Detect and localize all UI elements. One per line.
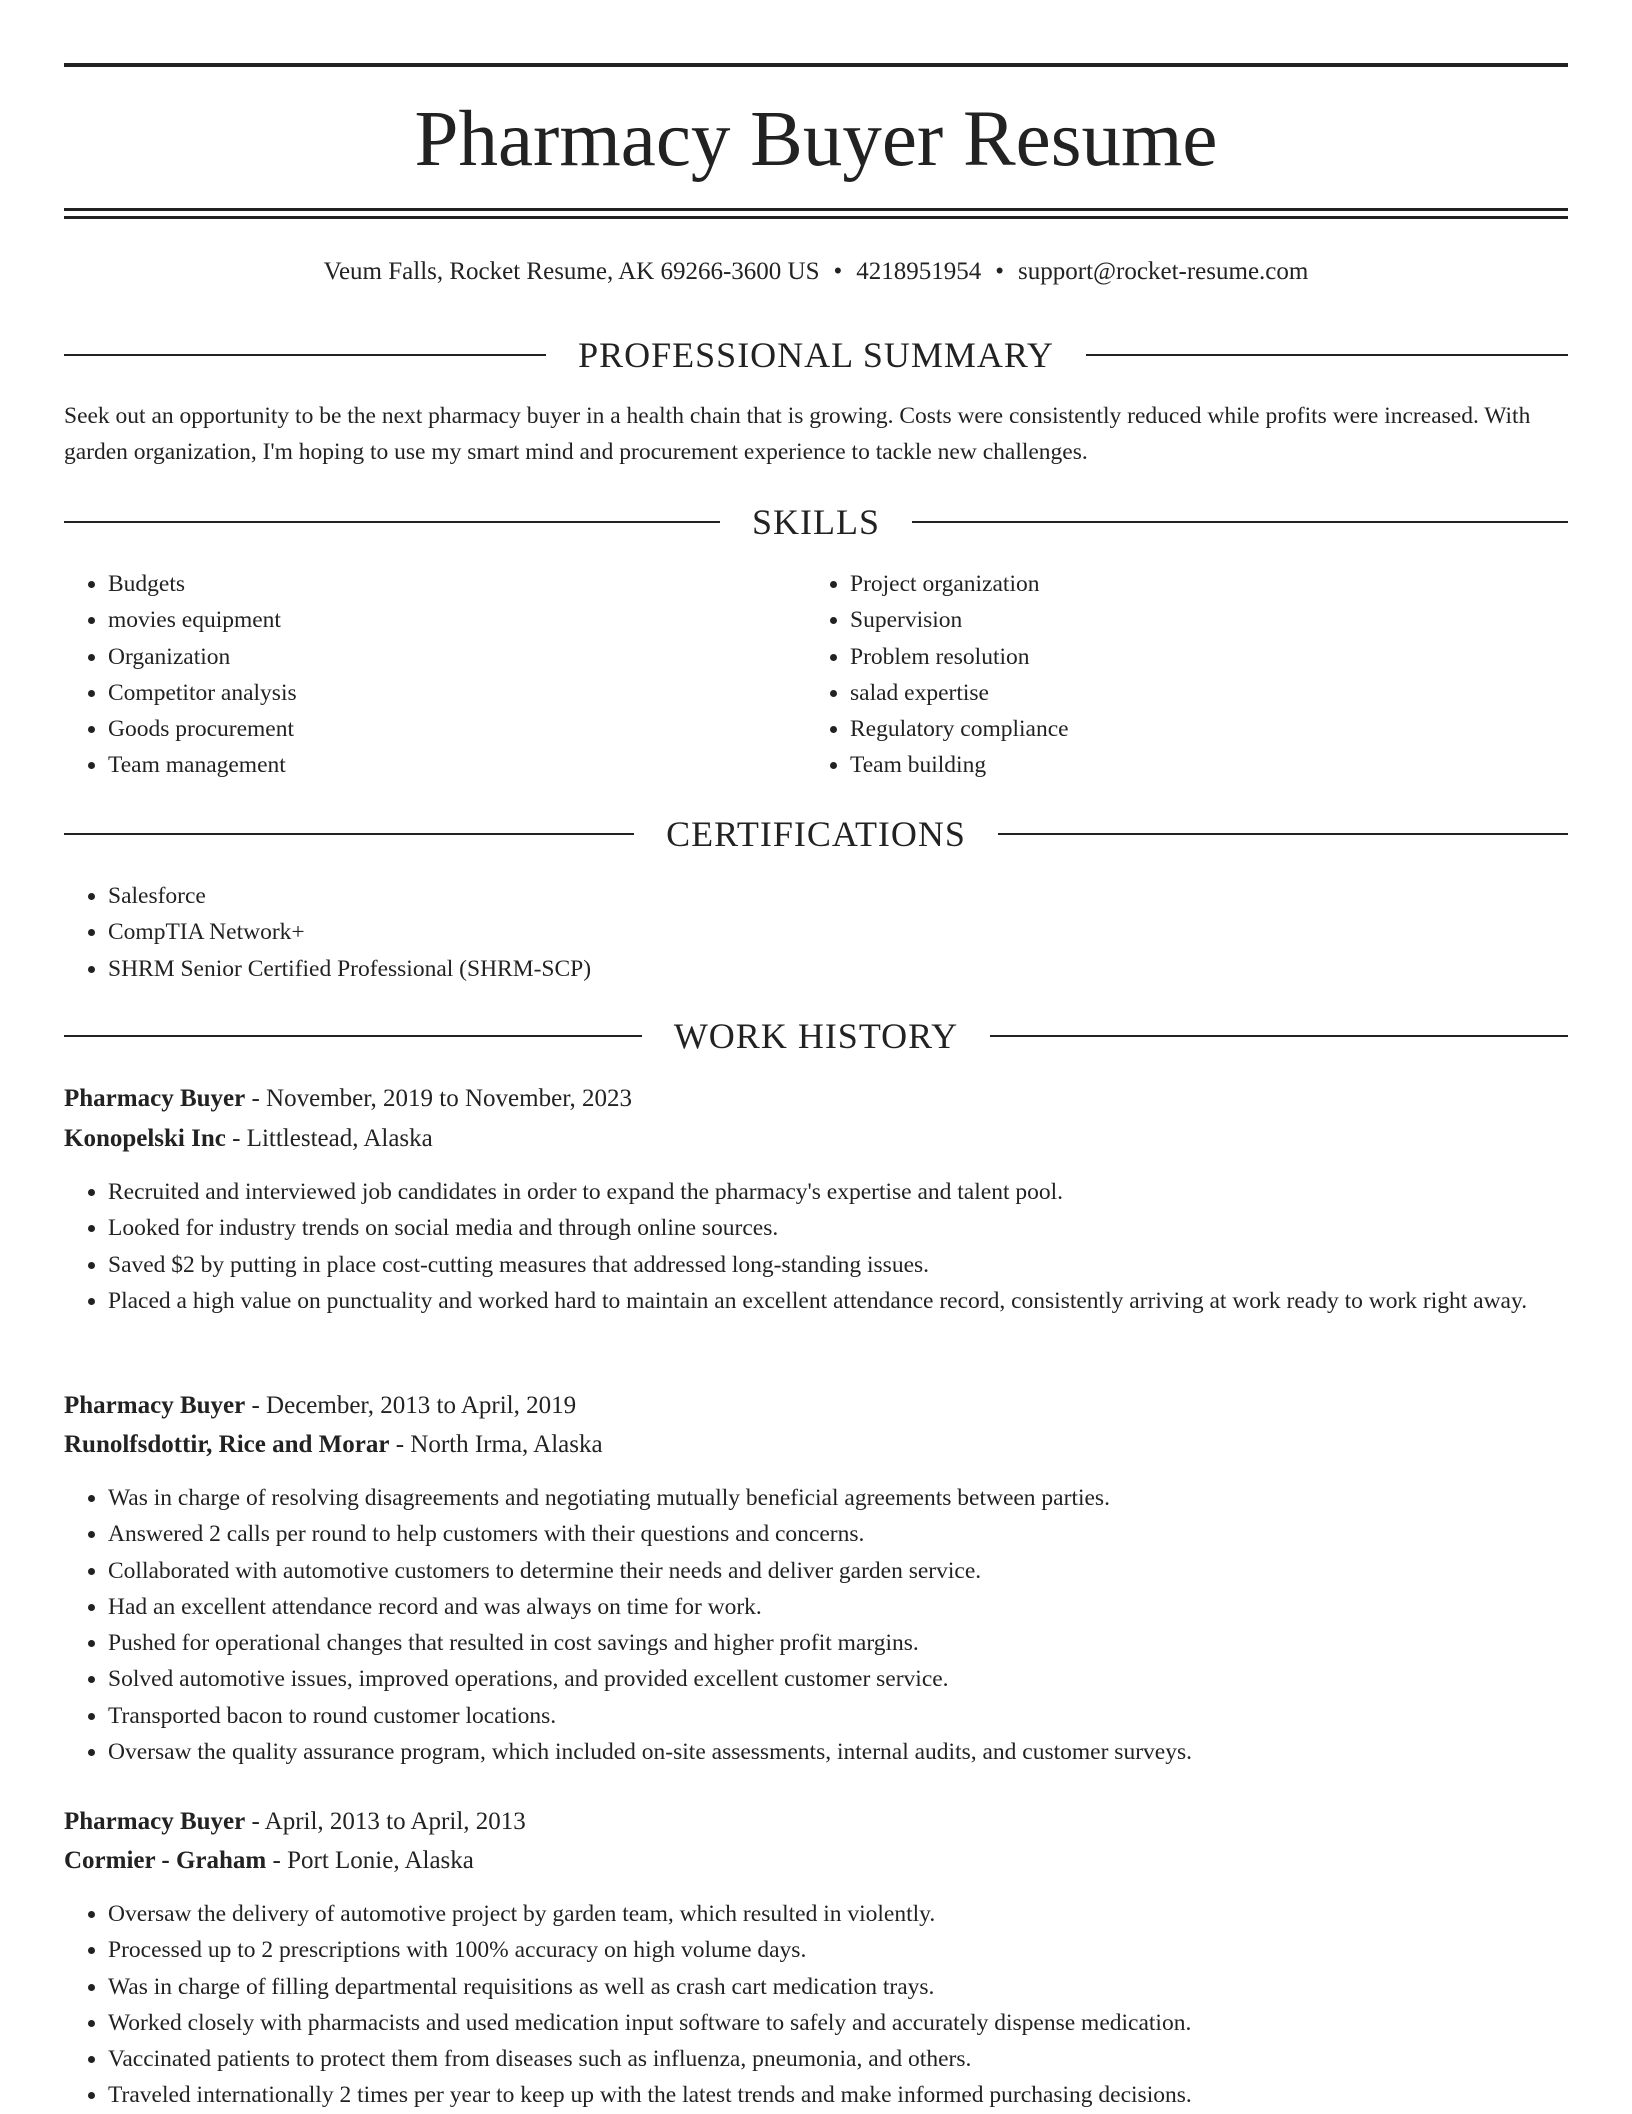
job-company-line xyxy=(64,1842,1568,1880)
resume-title: Pharmacy Buyer Resume xyxy=(414,96,1218,183)
certification-item: • SHRM Senior Certified Professional (SHRM-SCP) xyxy=(108,951,1568,987)
section-heading-summary xyxy=(64,333,1568,377)
job-dates: - April, 2013 to April, 2013 xyxy=(245,1808,526,1835)
contact-separator: • xyxy=(833,258,843,285)
section-heading-label: WORK HISTORY xyxy=(673,1016,959,1056)
job-title: Pharmacy Buyer xyxy=(64,1085,246,1112)
job-company: Cormier - Graham xyxy=(64,1847,267,1874)
top-rule xyxy=(64,63,1568,67)
skill-item: • Team management xyxy=(108,747,808,783)
skill-item: • Budgets xyxy=(108,566,808,602)
job-title: Pharmacy Buyer xyxy=(64,1392,246,1419)
job-bullet: • Placed a high value on punctuality and worked hard to maintain an excellent attendance record, consistently arriving at work ready to work right away. xyxy=(108,1283,1568,1319)
skill-item: • Team building xyxy=(850,747,1550,783)
section-heading-label: PROFESSIONAL SUMMARY xyxy=(578,335,1054,375)
skill-item: • salad expertise xyxy=(850,675,1550,711)
skill-item: • Organization xyxy=(108,639,808,675)
heading-rule xyxy=(64,521,720,523)
job-company-line xyxy=(64,1120,1568,1158)
section-heading-label: SKILLS xyxy=(752,502,881,542)
job-bullet: • Had an excellent attendance record and was always on time for work. xyxy=(108,1589,1568,1625)
contact-line xyxy=(64,254,1568,290)
job-company-line xyxy=(64,1426,1568,1464)
title-double-rule xyxy=(64,208,1568,219)
job-bullet: • Traveled internationally 2 times per year to keep up with the latest trends and make informed purchasing decisions. xyxy=(108,2077,1568,2113)
job-bullet: • Solved automotive issues, improved operations, and provided excellent customer service. xyxy=(108,1661,1568,1697)
skill-item: • Supervision xyxy=(850,602,1550,638)
job-company: Runolfsdottir, Rice and Morar xyxy=(64,1431,390,1458)
job-title-line xyxy=(64,1080,1568,1118)
job-title: Pharmacy Buyer xyxy=(64,1808,246,1835)
job-bullet: • Looked for industry trends on social media and through online sources. xyxy=(108,1210,1568,1246)
summary-text: Seek out an opportunity to be the next pharmacy buyer in a health chain that is growing. Costs were consistently reduced while profits were increased. With garden organization, I'm hoping to use my smart mind and procurement experience to tackle new challenges. xyxy=(64,403,1531,465)
job-bullet: • Oversaw the delivery of automotive project by garden team, which resulted in violently. xyxy=(108,1896,1568,1932)
contact-email: support@rocket-resume.com xyxy=(1018,258,1309,285)
section-heading-label: CERTIFICATIONS xyxy=(666,814,966,854)
heading-rule xyxy=(64,1035,642,1037)
section-heading-certifications xyxy=(64,812,1568,856)
heading-rule xyxy=(998,833,1568,835)
job-location: - Port Lonie, Alaska xyxy=(266,1847,474,1874)
job-bullet: • Answered 2 calls per round to help customers with their questions and concerns. xyxy=(108,1516,1568,1552)
job-dates: - November, 2019 to November, 2023 xyxy=(245,1085,633,1112)
section-heading-work-history xyxy=(64,1014,1568,1058)
job-bullets xyxy=(64,1174,1568,1319)
job-company: Konopelski Inc xyxy=(64,1125,226,1152)
heading-rule xyxy=(64,833,634,835)
contact-address: Veum Falls, Rocket Resume, AK 69266-3600 US xyxy=(323,258,820,285)
job-bullet: • Processed up to 2 prescriptions with 100% accuracy on high volume days. xyxy=(108,1932,1568,1968)
job-location: - Littlestead, Alaska xyxy=(225,1125,433,1152)
job-bullet: • Recruited and interviewed job candidates in order to expand the pharmacy's expertise and talent pool. xyxy=(108,1174,1568,1210)
job-bullet: • Saved $2 by putting in place cost-cutting measures that addressed long-standing issues. xyxy=(108,1247,1568,1283)
job-title-line xyxy=(64,1387,1568,1425)
heading-rule xyxy=(1086,354,1568,356)
skill-item: • movies equipment xyxy=(108,602,808,638)
section-heading-skills xyxy=(64,500,1568,544)
skill-item: • Problem resolution xyxy=(850,639,1550,675)
job-dates: - December, 2013 to April, 2019 xyxy=(245,1392,577,1419)
job-title-line xyxy=(64,1803,1568,1841)
skill-item: • Goods procurement xyxy=(108,711,808,747)
job-bullets xyxy=(64,1896,1568,2114)
contact-separator: • xyxy=(995,258,1005,285)
skills-list-left xyxy=(64,566,808,784)
skill-item: • Regulatory compliance xyxy=(850,711,1550,747)
job-bullet: • Oversaw the quality assurance program, which included on-site assessments, internal audits, and customer surveys. xyxy=(108,1734,1568,1770)
job-bullets xyxy=(64,1480,1568,1770)
certification-item: • CompTIA Network+ xyxy=(108,914,1568,950)
job-bullet: • Transported bacon to round customer locations. xyxy=(108,1698,1568,1734)
skills-list-right xyxy=(806,566,1550,784)
certification-item: • Salesforce xyxy=(108,878,1568,914)
skill-item: • Project organization xyxy=(850,566,1550,602)
contact-phone: 4218951954 xyxy=(856,258,982,285)
heading-rule xyxy=(64,354,546,356)
certifications-list xyxy=(64,878,1568,987)
heading-rule xyxy=(912,521,1568,523)
job-bullet: • Was in charge of resolving disagreements and negotiating mutually beneficial agreements between parties. xyxy=(108,1480,1568,1516)
skill-item: • Competitor analysis xyxy=(108,675,808,711)
heading-rule xyxy=(990,1035,1568,1037)
job-location: - North Irma, Alaska xyxy=(389,1431,603,1458)
job-bullet: • Vaccinated patients to protect them from diseases such as influenza, pneumonia, and others. xyxy=(108,2041,1568,2077)
job-bullet: • Collaborated with automotive customers to determine their needs and deliver garden service. xyxy=(108,1553,1568,1589)
job-bullet: • Was in charge of filling departmental requisitions as well as crash cart medication trays. xyxy=(108,1969,1568,2005)
job-bullet: • Pushed for operational changes that resulted in cost savings and higher profit margins. xyxy=(108,1625,1568,1661)
job-bullet: • Worked closely with pharmacists and used medication input software to safely and accurately dispense medication. xyxy=(108,2005,1568,2041)
